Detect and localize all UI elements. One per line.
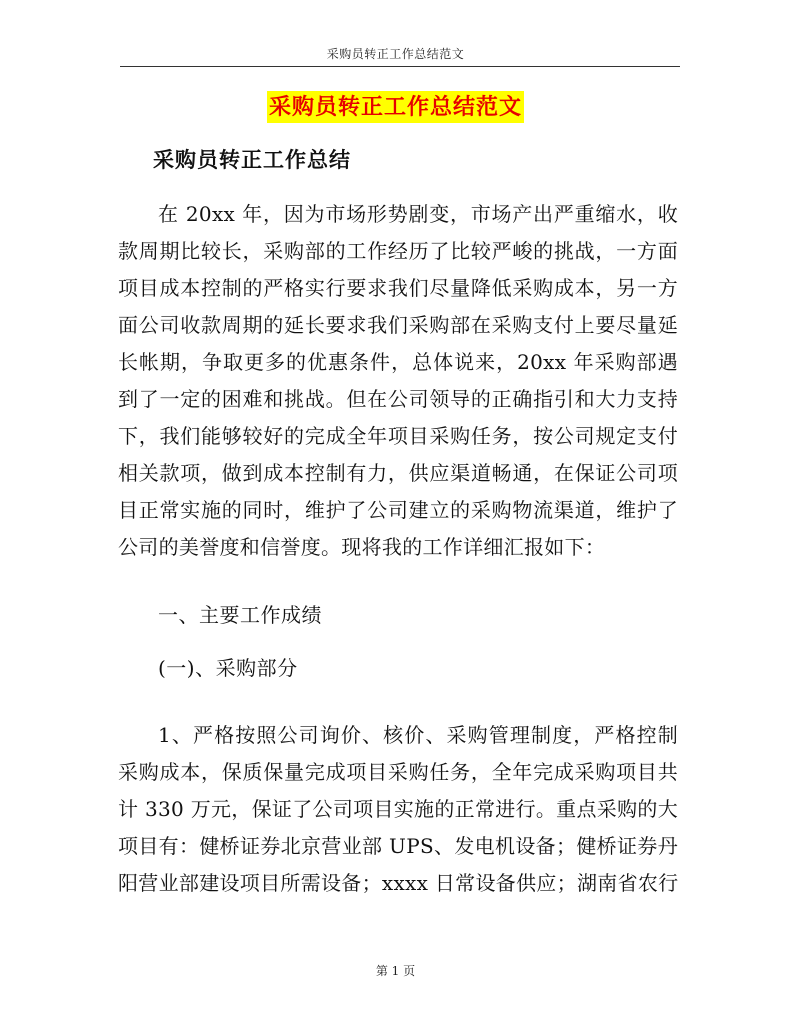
document-title-wrapper bbox=[0, 91, 791, 123]
paragraph-line: 相关款项，做到成本控制有力，供应渠道畅通，在保证公司项 bbox=[118, 461, 678, 485]
section-heading: 采购员转正工作总结 bbox=[153, 147, 351, 172]
heading-purchasing: (一)、采购部分 bbox=[158, 656, 298, 680]
paragraph-line: 到了一定的困难和挑战。但在公司领导的正确指引和大力支持 bbox=[118, 387, 678, 411]
paragraph-line: 1、严格按照公司询价、核价、采购管理制度，严格控制 bbox=[158, 723, 678, 747]
paragraph-line: 目正常实施的同时，维护了公司建立的采购物流渠道，维护了 bbox=[118, 498, 678, 522]
header-rule bbox=[120, 66, 680, 67]
paragraph-line: 采购成本，保质保量完成项目采购任务，全年完成采购项目共 bbox=[118, 760, 678, 784]
running-header: 采购员转正工作总结范文 bbox=[326, 47, 465, 61]
paragraph-line: 长帐期，争取更多的优惠条件，总体说来，20xx 年采购部遇 bbox=[118, 350, 678, 374]
paragraph-line: 面公司收款周期的延长要求我们采购部在采购支付上要尽量延 bbox=[118, 313, 678, 337]
paragraph-line: 计 330 万元，保证了公司项目实施的正常进行。重点采购的大 bbox=[118, 797, 678, 821]
document-title: 采购员转正工作总结范文 bbox=[267, 91, 524, 123]
paragraph-line: 公司的美誉度和信誉度。现将我的工作详细汇报如下： bbox=[118, 535, 606, 559]
paragraph-line: 款周期比较长，采购部的工作经历了比较严峻的挑战，一方面 bbox=[118, 239, 678, 263]
paragraph-line: 项目成本控制的严格实行要求我们尽量降低采购成本，另一方 bbox=[118, 276, 678, 300]
heading-main-achievements: 一、主要工作成绩 bbox=[158, 603, 322, 627]
paragraph-line: 在 20xx 年，因为市场形势剧变，市场产出严重缩水，收 bbox=[158, 202, 678, 226]
paragraph-line: 下，我们能够较好的完成全年项目采购任务，按公司规定支付 bbox=[118, 424, 678, 448]
paragraph-line: 阳营业部建设项目所需设备；xxxx 日常设备供应；湖南省农行 bbox=[118, 871, 679, 895]
paragraph-line: 项目有：健桥证券北京营业部 UPS、发电机设备；健桥证券丹 bbox=[118, 834, 678, 858]
page-number: 第 1 页 bbox=[375, 964, 416, 978]
